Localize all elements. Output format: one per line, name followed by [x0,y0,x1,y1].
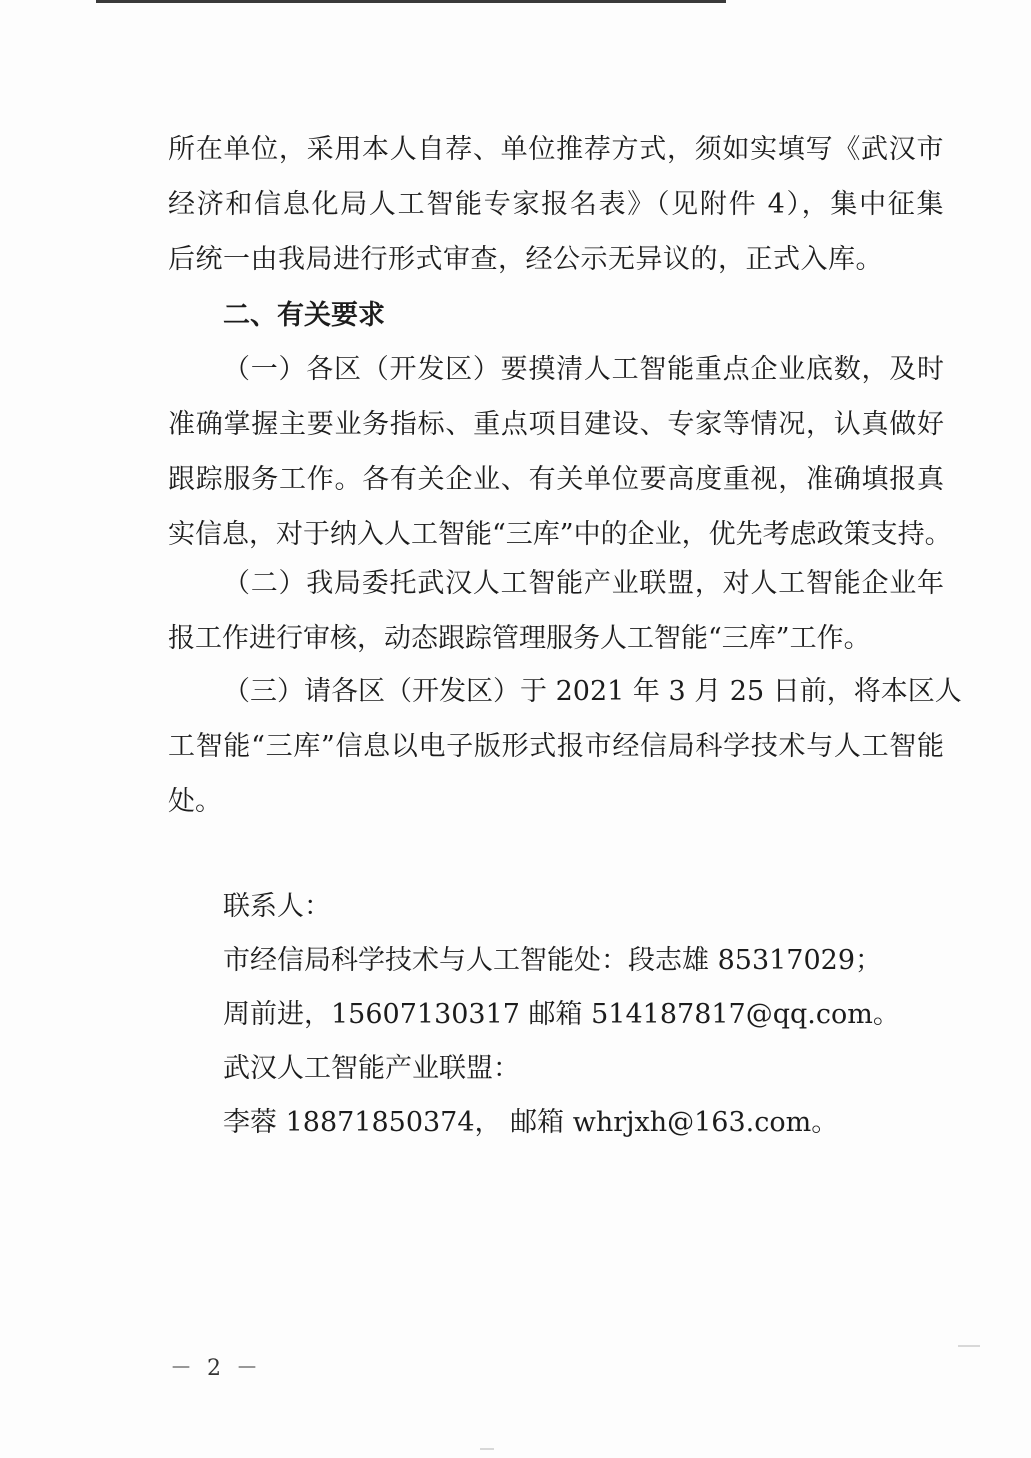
text-line: 所在单位，采用本人自荐、单位推荐方式，须如实填写《武汉市 [168,134,944,165]
text-line: 经济和信息化局人工智能专家报名表》（见附件 4），集中征集 [168,189,944,220]
contact-alliance-label: 武汉人工智能产业联盟： [223,1053,520,1084]
requirement-paragraph-2 [168,556,944,666]
text-line: 跟踪服务工作。各有关企业、有关单位要高度重视，准确填报真 [168,464,944,495]
contact-zhou-line: 周前进，15607130317 邮箱 514187817@qq.com。 [223,999,900,1030]
contact-office-line: 市经信局科学技术与人工智能处：段志雄 85317029； [223,945,883,976]
requirement-paragraph-3 [168,664,962,829]
text-line: 工智能“三库”信息以电子版形式报市经信局科学技术与人工智能 [168,731,944,762]
text-line: 报工作进行审核，动态跟踪管理服务人工智能“三库”工作。 [168,623,871,654]
text-line: （三）请各区（开发区）于 2021 年 3 月 25 日前，将本区人 [223,676,962,707]
text-line: （一）各区（开发区）要摸清人工智能重点企业底数，及时 [223,354,944,385]
text-line: 实信息，对于纳入人工智能“三库”中的企业，优先考虑政策支持。 [168,519,952,550]
scan-speck [480,1448,494,1450]
section-heading: 二、有关要求 [223,300,385,331]
requirement-paragraph-1 [168,342,952,562]
text-line: 准确掌握主要业务指标、重点项目建设、专家等情况，认真做好 [168,409,944,440]
contact-li-line: 李蓉 18871850374， 邮箱 whrjxh@163.com。 [223,1107,839,1138]
contact-block [223,880,900,1150]
top-border-line [96,0,726,3]
text-line: （二）我局委托武汉人工智能产业联盟，对人工智能企业年 [223,568,944,599]
contact-label: 联系人： [223,891,331,922]
paragraph-continuation [168,122,944,287]
scan-speck [958,1345,980,1347]
text-line: 后统一由我局进行形式审查，经公示无异议的，正式入库。 [168,244,883,275]
text-line: 处。 [168,786,222,817]
page-number: － 2 － [170,1356,262,1381]
